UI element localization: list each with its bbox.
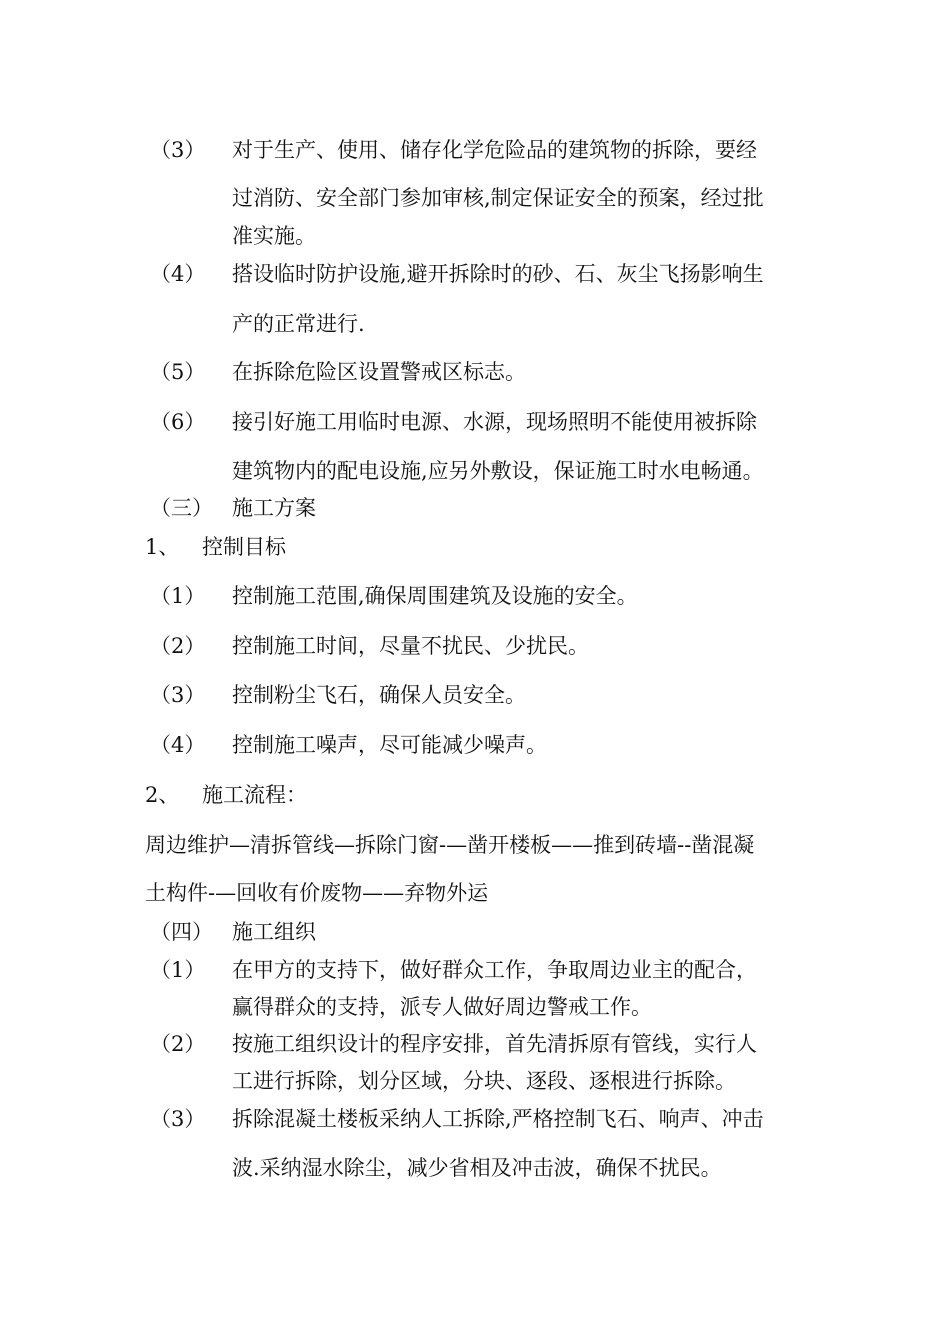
item-marker: （3）	[150, 683, 206, 707]
section-marker: （四）	[150, 920, 213, 944]
item-marker: （6）	[150, 410, 206, 434]
paragraph-line: 拆除混凝土楼板采纳人工拆除,严格控制飞石、响声、冲击	[232, 1107, 764, 1131]
item-marker: （2）	[150, 634, 206, 658]
paragraph-line: 过消防、安全部门参加审核,制定保证安全的预案，经过批	[232, 186, 764, 210]
paragraph-line: 产的正常进行.	[232, 312, 365, 336]
paragraph-line: 搭设临时防护设施,避开拆除时的砂、石、灰尘飞扬影响生	[232, 262, 764, 286]
item-marker: （5）	[150, 360, 206, 384]
paragraph-line: 建筑物内的配电设施,应另外敷设，保证施工时水电畅通。	[232, 459, 764, 483]
item-marker: （3）	[150, 1107, 206, 1131]
item-marker: （2）	[150, 1032, 206, 1056]
subsection-heading: 施工流程：	[202, 783, 307, 807]
paragraph-line: 按施工组织设计的程序安排，首先清拆原有管线，实行人	[232, 1032, 757, 1056]
paragraph-line: 工进行拆除，划分区域，分块、逐段、逐根进行拆除。	[232, 1069, 736, 1093]
item-marker: （4）	[150, 733, 206, 757]
item-marker: （1）	[150, 584, 206, 608]
section-heading: 施工方案	[232, 496, 316, 520]
paragraph-line: 控制施工范围,确保周围建筑及设施的安全。	[232, 584, 638, 608]
paragraph-line: 对于生产、使用、储存化学危险品的建筑物的拆除，要经	[232, 138, 757, 162]
subsection-marker: 2、	[145, 783, 180, 807]
paragraph-line: 在拆除危险区设置警戒区标志。	[232, 360, 526, 384]
paragraph-line: 赢得群众的支持，派专人做好周边警戒工作。	[232, 995, 652, 1019]
paragraph-line: 控制施工时间，尽量不扰民、少扰民。	[232, 634, 589, 658]
item-marker: （4）	[150, 262, 206, 286]
section-heading: 施工组织	[232, 920, 316, 944]
paragraph-line: 波.采纳湿水除尘，减少省相及冲击波，确保不扰民。	[232, 1156, 722, 1180]
flow-text-line: 土构件-—回收有价废物——弃物外运	[145, 881, 489, 905]
item-marker: （3）	[150, 138, 206, 162]
subsection-heading: 控制目标	[202, 535, 286, 559]
item-marker: （1）	[150, 958, 206, 982]
section-marker: （三）	[150, 496, 213, 520]
paragraph-line: 控制施工噪声，尽可能减少噪声。	[232, 733, 547, 757]
flow-text-line: 周边维护—清拆管线—拆除门窗-—凿开楼板——推到砖墙--凿混凝	[145, 833, 755, 857]
paragraph-line: 在甲方的支持下，做好群众工作，争取周边业主的配合，	[232, 958, 757, 982]
subsection-marker: 1、	[145, 535, 180, 559]
paragraph-line: 控制粉尘飞石，确保人员安全。	[232, 683, 526, 707]
paragraph-line: 接引好施工用临时电源、水源，现场照明不能使用被拆除	[232, 410, 757, 434]
paragraph-line: 准实施。	[232, 224, 316, 248]
